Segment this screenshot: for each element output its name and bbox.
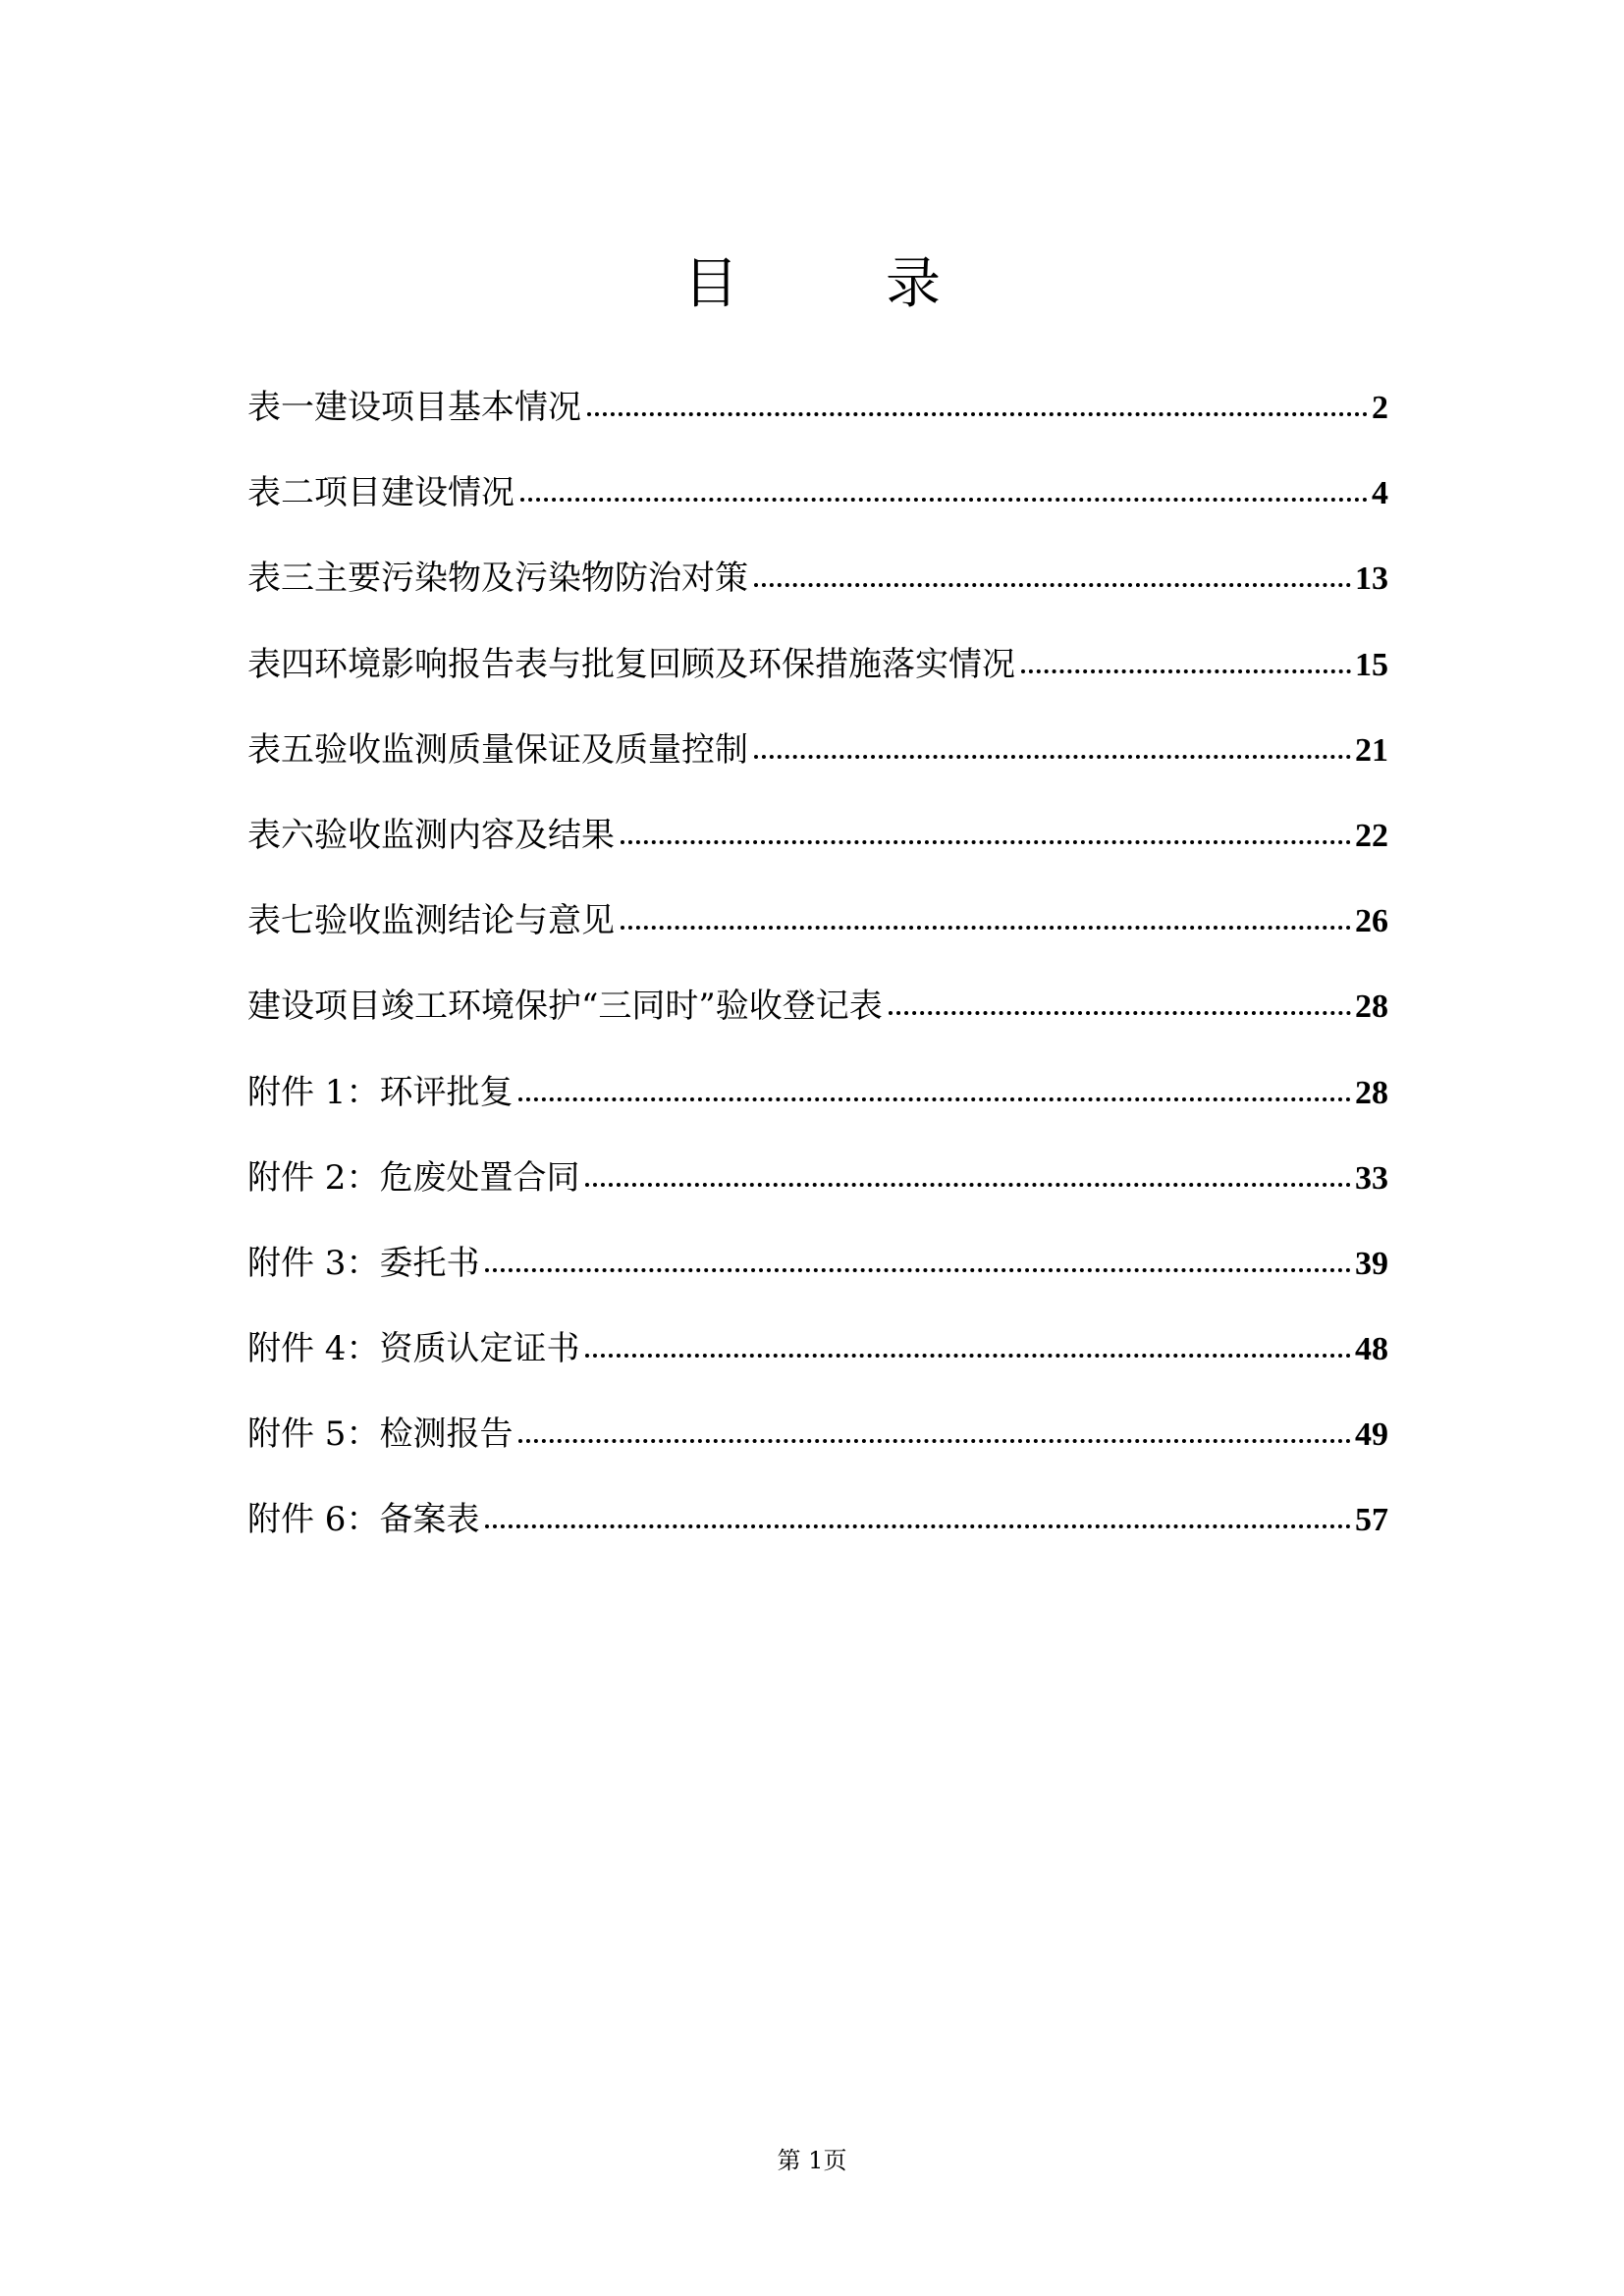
toc-entry[interactable] (247, 1063, 1388, 1148)
toc-entry-page: 26 (1355, 903, 1388, 940)
toc-entry[interactable] (247, 378, 1388, 463)
toc-entry-text: 表六验收监测内容及结果 (247, 815, 615, 855)
title-char-2: 录 (886, 252, 941, 316)
table-of-contents (247, 378, 1388, 1576)
toc-entry[interactable] (247, 1234, 1388, 1319)
toc-entry[interactable] (247, 1148, 1388, 1234)
toc-entry-text: 附件 3：委托书 (247, 1243, 480, 1283)
toc-leader-dots (621, 926, 1351, 930)
toc-leader-dots (889, 1011, 1351, 1015)
toc-entry[interactable] (247, 721, 1388, 806)
toc-entry[interactable] (247, 549, 1388, 634)
toc-entry[interactable] (247, 463, 1388, 549)
toc-entry-text: 表三主要污染物及污染物防治对策 (247, 559, 748, 599)
toc-leader-dots (518, 1097, 1351, 1101)
toc-entry[interactable] (247, 806, 1388, 891)
toc-entry-text: 建设项目竣工环境保护“三同时”验收登记表 (247, 987, 883, 1027)
toc-entry-text: 表二项目建设情况 (247, 473, 514, 513)
toc-entry-page: 22 (1355, 817, 1388, 854)
toc-leader-dots (585, 1183, 1351, 1187)
toc-entry-page: 28 (1355, 1074, 1388, 1111)
toc-entry-page: 2 (1372, 390, 1388, 426)
toc-leader-dots (587, 412, 1368, 416)
toc-entry-page: 57 (1355, 1502, 1388, 1539)
toc-entry-page: 13 (1355, 561, 1388, 598)
toc-leader-dots (585, 1354, 1351, 1358)
toc-entry-text: 附件 1：环评批复 (247, 1072, 514, 1112)
title-char-1: 目 (683, 252, 738, 316)
toc-leader-dots (754, 755, 1351, 759)
page-title (0, 247, 1624, 322)
page-number-label: 第 1页 (777, 2147, 847, 2174)
toc-entry-page: 49 (1355, 1416, 1388, 1454)
toc-entry-page: 39 (1355, 1245, 1388, 1282)
toc-entry-page: 4 (1372, 475, 1388, 512)
toc-entry-page: 33 (1355, 1159, 1388, 1197)
toc-entry-text: 附件 2：危废处置合同 (247, 1157, 580, 1198)
toc-entry-text: 表七验收监测结论与意见 (247, 901, 615, 941)
toc-entry-text: 附件 5：检测报告 (247, 1415, 514, 1455)
toc-entry[interactable] (247, 635, 1388, 721)
toc-leader-dots (518, 1439, 1351, 1443)
toc-leader-dots (520, 498, 1368, 502)
toc-entry-text: 附件 6：备案表 (247, 1500, 480, 1540)
toc-entry[interactable] (247, 891, 1388, 977)
toc-entry-page: 48 (1355, 1331, 1388, 1368)
toc-leader-dots (485, 1524, 1351, 1528)
toc-entry-page: 21 (1355, 731, 1388, 769)
page-footer (0, 2146, 1624, 2175)
toc-entry[interactable] (247, 1490, 1388, 1575)
toc-leader-dots (754, 583, 1351, 587)
toc-entry[interactable] (247, 1405, 1388, 1490)
toc-leader-dots (485, 1268, 1351, 1272)
toc-entry-page: 15 (1355, 646, 1388, 683)
toc-entry-text: 附件 4：资质认定证书 (247, 1329, 580, 1369)
toc-leader-dots (621, 840, 1351, 844)
toc-leader-dots (1021, 669, 1351, 673)
toc-entry[interactable] (247, 1319, 1388, 1405)
toc-entry-text: 表四环境影响报告表与批复回顾及环保措施落实情况 (247, 644, 1015, 684)
toc-entry-text: 表五验收监测质量保证及质量控制 (247, 729, 748, 770)
toc-entry-page: 28 (1355, 988, 1388, 1026)
toc-entry-text: 表一建设项目基本情况 (247, 388, 581, 427)
toc-entry[interactable] (247, 977, 1388, 1062)
